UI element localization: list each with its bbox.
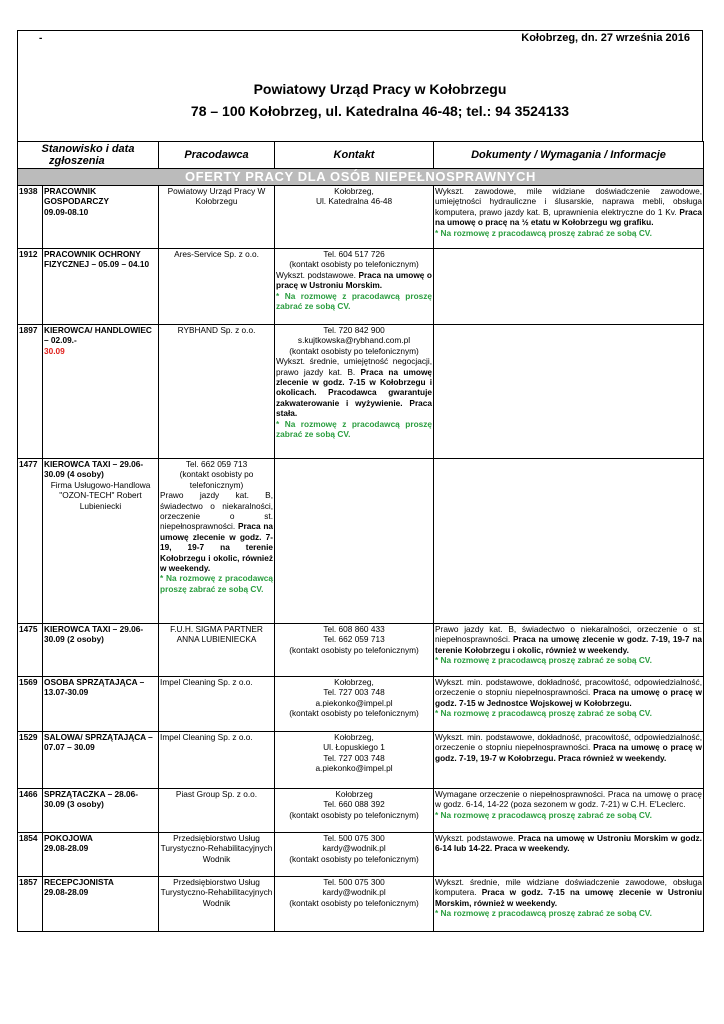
offer-contact xyxy=(275,677,434,732)
offer-info xyxy=(434,789,704,833)
contact-line: Kołobrzeg, xyxy=(334,186,374,196)
cv-note: * Na rozmowę z pracodawcą proszę zabrać ze sobą CV. xyxy=(435,708,652,719)
offer-contact xyxy=(275,732,434,789)
contact-line: Kołobrzeg, xyxy=(334,677,374,687)
info-text: Wykszt. średnie, umiejętność negocjacji, prawo jazdy kat. B. xyxy=(276,356,433,377)
contact-line: (kontakt osobisty po telefonicznym) xyxy=(289,345,419,356)
offer-position-cell xyxy=(43,833,159,877)
info-text: Prawo jazdy kat. B, świadectwo o niekaralności, orzeczenie o st. niepełnosprawności. xyxy=(160,490,274,532)
table-row xyxy=(18,624,704,677)
contact-email: s.kujtkowska@rybhand.com.pl xyxy=(297,335,411,346)
offer-number: 1857 xyxy=(18,877,43,932)
offer-info xyxy=(434,677,704,732)
offer-position: SALOWA/ SPRZĄTAJĄCA – 07.07 – 30.09 xyxy=(43,732,159,789)
contact-line: Tel. 727 003 748 xyxy=(323,687,385,698)
info-terms: Praca na umowę zlecenie w godz. 7-19, 19-7 na terenie Kołobrzegu i okolic, również w weekendy. xyxy=(160,521,274,574)
offer-employer: Ares-Service Sp. z o.o. xyxy=(159,249,275,325)
info-terms: Praca na umowę o pracę w godz. 7-15 w Jednostce Wojskowej w Kołobrzegu. xyxy=(435,687,703,708)
offer-position: KIEROWCA TAXI – 29.06-30.09 (4 osoby) xyxy=(44,459,144,480)
office-address: 78 – 100 Kołobrzeg, ul. Katedralna 46-48; tel.: 94 3524133 xyxy=(190,103,570,119)
offer-position: SPRZĄTACZKA – 28.06-30.09 (3 osoby) xyxy=(43,789,159,833)
offer-position-cell xyxy=(43,459,159,624)
offer-number: 1477 xyxy=(18,459,43,624)
offer-number: 1569 xyxy=(18,677,43,732)
contact-line: (kontakt osobisty po telefonicznym) xyxy=(289,708,419,719)
offer-employer: Impel Cleaning Sp. z o.o. xyxy=(159,677,275,732)
header-box xyxy=(17,30,703,141)
offer-position: RECEPCJONISTA xyxy=(44,877,114,887)
contact-email: a.piekonko@impel.pl xyxy=(315,763,393,774)
info-text: Wykszt. min. podstawowe, dokładność, pracowitość, odpowiedzialność, orzeczenie o stopniu niepełnosprawności. xyxy=(435,732,703,753)
offer-position: PRACOWNIK OCHRONY FIZYCZNEJ – 05.09 – 04.10 xyxy=(43,249,159,325)
offer-position-cell xyxy=(43,186,159,249)
column-header-employer: Pracodawca xyxy=(159,142,275,169)
offer-employer: RYBHAND Sp. z o.o. xyxy=(159,325,275,459)
offer-info xyxy=(434,186,704,249)
table-row xyxy=(18,732,704,789)
table-row xyxy=(18,325,704,459)
table-row xyxy=(18,789,704,833)
info-terms: Praca na umowę o pracę w godz. 7-19, 19-7 w Kołobrzegu. Praca również w weekendy. xyxy=(435,742,703,763)
header-dash: - xyxy=(39,33,43,44)
offer-contact xyxy=(275,624,434,677)
offer-dates: 30.09 xyxy=(44,345,65,356)
info-text: Wykszt. zawodowe, mile widziane doświadczenie zawodowe, umiejętności hydrauliczne i ślusarskie, naprawa mebli, obsługa komputera, prawo jazdy kat. B, uprawnienia elektryczne do 1 Kv. xyxy=(435,186,703,217)
info-terms: Praca na umowę w Ustroniu Morskim w godz. 6-14 lub 14-22. Praca w weekendy. xyxy=(435,833,702,854)
contact-line: (kontakt osobisty po telefonicznym) xyxy=(289,259,419,270)
contact-line: Tel. 660 088 392 xyxy=(323,799,385,810)
offer-number: 1897 xyxy=(18,325,43,459)
offer-contact-empty xyxy=(275,459,434,624)
info-text: Wykszt. podstawowe. xyxy=(276,269,359,280)
column-header-info: Dokumenty / Wymagania / Informacje xyxy=(434,142,704,169)
contact-line: (kontakt osobisty po telefonicznym) xyxy=(289,644,419,655)
info-text: Prawo jazdy kat. B, świadectwo o niekaralności, orzeczenie o st. niepełnosprawności. xyxy=(435,624,703,645)
offer-employer: Przedsiębiorstwo Usług Turystyczno-Rehabilitacyjnych Wodnik xyxy=(159,877,275,932)
contact-line: (kontakt osobisty po telefonicznym) xyxy=(289,853,419,864)
info-terms: Praca na umowę o pracę na ½ etatu w Kołobrzegu wg grafiku. xyxy=(435,206,703,228)
offer-number: 1938 xyxy=(18,186,43,249)
offer-dates: 09.09-08.10 xyxy=(44,206,89,217)
contact-line: (kontakt osobisty po telefonicznym) xyxy=(289,897,419,908)
info-text: Wykszt. podstawowe. xyxy=(435,833,519,843)
table-header-row xyxy=(18,142,704,169)
info-terms: Praca na umowę o pracę w Ustroniu Morskim. xyxy=(276,269,432,291)
contact-line: (kontakt osobisty po telefonicznym) xyxy=(179,469,254,490)
offer-dates: 29.08-28.09 xyxy=(44,843,89,854)
offer-info-empty xyxy=(434,325,704,459)
cv-note: * Na rozmowę z pracodawcą proszę zabrać ze sobą CV. xyxy=(435,227,652,238)
offer-employer: Piast Group Sp. z o.o. xyxy=(159,789,275,833)
cv-note: * Na rozmowę z pracodawcą proszę zabrać ze sobą CV. xyxy=(435,655,652,666)
contact-line: Tel. 720 842 900 xyxy=(323,325,385,335)
offer-dates: 29.08-28.09 xyxy=(44,887,89,898)
contact-line: Tel. 608 860 433 xyxy=(323,624,385,634)
contact-email: kardy@wodnik.pl xyxy=(322,887,386,898)
contact-line: Ul. Łopuskiego 1 xyxy=(323,742,385,753)
info-text: Wymagane orzeczenie o niepełnosprawności. Praca na umowę o pracę w godz. 6-14, 14-22 (poza sezonem w godz. 7-21) w C.H. E'Leclerc. xyxy=(435,789,703,810)
document-date: Kołobrzeg, dn. 27 września 2016 xyxy=(521,32,690,44)
offer-position: PRACOWNIK GOSPODARCZY xyxy=(44,186,109,207)
offer-contact xyxy=(275,186,434,249)
job-offers-table xyxy=(17,141,704,932)
contact-line: Tel. 500 075 300 xyxy=(323,877,385,887)
offer-number: 1529 xyxy=(18,732,43,789)
offer-contact xyxy=(275,325,434,459)
table-row xyxy=(18,877,704,932)
column-header-position-line1: Stanowisko i data xyxy=(41,143,135,155)
offer-info-empty xyxy=(434,249,704,325)
offer-number: 1466 xyxy=(18,789,43,833)
offer-number: 1475 xyxy=(18,624,43,677)
offer-contact xyxy=(159,459,275,624)
cv-note: * Na rozmowę z pracodawcą proszę zabrać ze sobą CV. xyxy=(276,290,433,312)
column-header-position-line2: zgłoszenia xyxy=(49,155,105,167)
offer-info-empty xyxy=(434,459,704,624)
info-text: Wykszt. min. podstawowe, dokładność, pracowitość, odpowiedzialność, orzeczenie o stopniu niepełnosprawności. xyxy=(435,677,703,698)
table-row xyxy=(18,186,704,249)
contact-line: Tel. 727 003 748 xyxy=(323,752,385,763)
offer-employer: Impel Cleaning Sp. z o.o. xyxy=(159,732,275,789)
cv-note: * Na rozmowę z pracodawcą proszę zabrać ze sobą CV. xyxy=(276,418,433,440)
offer-position-cell xyxy=(43,877,159,932)
contact-line: Tel. 662 059 713 xyxy=(185,459,248,469)
contact-line: Tel. 662 059 713 xyxy=(323,634,385,645)
offer-contact xyxy=(275,249,434,325)
section-title: OFERTY PRACY DLA OSÓB NIEPEŁNOSPRAWNYCH xyxy=(18,169,704,186)
offer-number: 1912 xyxy=(18,249,43,325)
contact-email: kardy@wodnik.pl xyxy=(322,843,386,854)
contact-email: a.piekonko@impel.pl xyxy=(315,697,393,708)
document-page xyxy=(17,30,703,932)
info-terms: Praca na umowę zlecenie w godz. 7-19, 19-7 na terenie Kołobrzegu i okolic, również w weekendy. xyxy=(435,634,703,655)
offer-contact xyxy=(275,877,434,932)
offer-info xyxy=(434,833,704,877)
table-row xyxy=(18,249,704,325)
offer-position: POKOJOWA xyxy=(44,833,93,843)
offer-position: KIEROWCA/ HANDLOWIEC – 02.09.- xyxy=(44,325,152,346)
offer-info xyxy=(434,732,704,789)
column-header-position xyxy=(18,142,159,169)
contact-line: (kontakt osobisty po telefonicznym) xyxy=(289,809,419,820)
section-row xyxy=(18,169,704,186)
offer-position-cell xyxy=(43,325,159,459)
info-terms: Praca na umowę zlecenie w godz. 7-15 w Kołobrzegu i okolicach. Pracodawca gwarantuje zakwaterowanie i wyżywienie. Praca stała. xyxy=(276,366,433,419)
table-row xyxy=(18,677,704,732)
contact-line: Kołobrzeg, xyxy=(334,732,374,742)
contact-line: Tel. 500 075 300 xyxy=(323,833,385,843)
contact-line: Tel. 604 517 726 xyxy=(323,249,385,259)
info-text: Wykszt. średnie, mile widziane doświadczenie zawodowe, obsługa komputera. xyxy=(435,877,703,898)
offer-info xyxy=(434,877,704,932)
offer-employer: F.U.H. SIGMA PARTNER ANNA LUBIENIECKA xyxy=(159,624,275,677)
offer-position: OSOBA SPRZĄTAJĄCA – 13.07-30.09 xyxy=(43,677,159,732)
contact-line: Ul. Katedralna 46-48 xyxy=(315,196,393,207)
info-terms: Praca w godz. 7-15 na umowę zlecenie w Ustroniu Morskim, również w weekendy. xyxy=(435,887,703,908)
cv-note: * Na rozmowę z pracodawcą proszę zabrać ze sobą CV. xyxy=(435,908,652,919)
table-row xyxy=(18,459,704,624)
offer-info xyxy=(434,624,704,677)
offer-employer: Przedsiębiorstwo Usług Turystyczno-Rehabilitacyjnych Wodnik xyxy=(159,833,275,877)
column-header-contact: Kontakt xyxy=(275,142,434,169)
cv-note: * Na rozmowę z pracodawcą proszę zabrać ze sobą CV. xyxy=(435,809,652,820)
offer-company: Firma Usługowo-Handlowa "OZON-TECH" Robert Lubieniecki xyxy=(50,479,151,511)
offer-number: 1854 xyxy=(18,833,43,877)
contact-line: Kołobrzeg xyxy=(335,789,373,799)
offer-employer: Powiatowy Urząd Pracy W Kołobrzegu xyxy=(159,186,275,249)
cv-note: * Na rozmowę z pracodawcą proszę zabrać ze sobą CV. xyxy=(160,573,274,594)
offer-contact xyxy=(275,789,434,833)
table-row xyxy=(18,833,704,877)
office-name: Powiatowy Urząd Pracy w Kołobrzegu xyxy=(253,81,507,97)
offer-contact xyxy=(275,833,434,877)
offer-position: KIEROWCA TAXI – 29.06-30.09 (2 osoby) xyxy=(43,624,159,677)
